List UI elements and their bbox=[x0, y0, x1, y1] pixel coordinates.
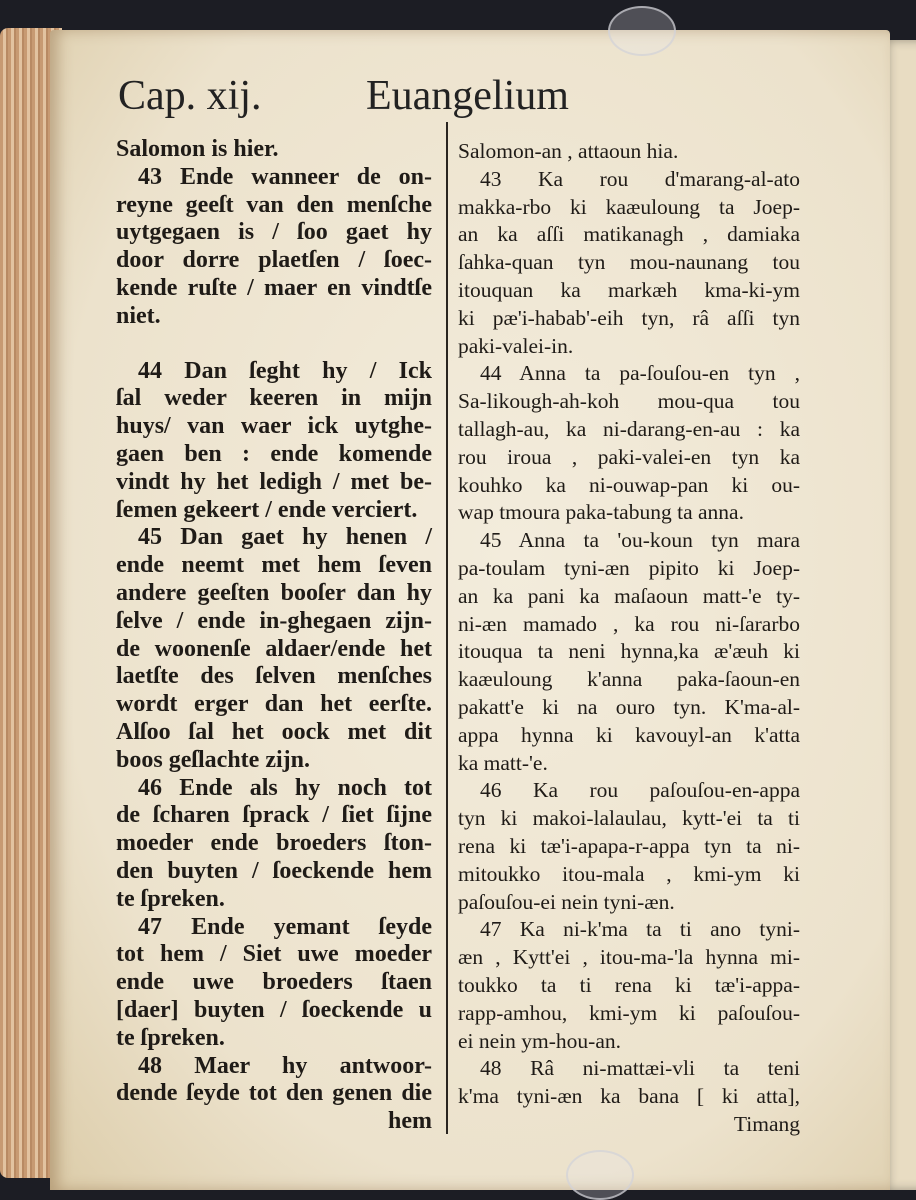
text-line: vindt hy het ledigh / met be- bbox=[116, 468, 432, 495]
text-line: te ſpreken. bbox=[116, 1024, 225, 1051]
text-line: an ka aſſi matikanagh , damiaka bbox=[458, 222, 800, 247]
text-line: 46 Ka rou paſouſou-en-appa bbox=[480, 778, 800, 803]
text-line: 45 Dan gaet hy henen / bbox=[138, 524, 432, 551]
verse bbox=[458, 166, 800, 361]
text-line: rena ki tæ'i-apapa-r-appa tyn ta ni- bbox=[458, 833, 800, 858]
verse bbox=[116, 914, 432, 1053]
verse bbox=[116, 136, 432, 164]
text-line: kende ruſte / maer en vindtſe bbox=[116, 274, 432, 301]
text-line: appa hynna ki kavouyl-an k'atta bbox=[458, 722, 800, 747]
text-line: Salomon is hier. bbox=[116, 136, 279, 162]
text-line: pa-toulam tyni-æn pipito ki Joep- bbox=[458, 555, 800, 580]
verse bbox=[458, 916, 800, 1055]
text-line: ei nein ym-hou-an. bbox=[458, 1028, 621, 1053]
text-line: ni-æn mamado , ka rou ni-ſararbo bbox=[458, 611, 800, 636]
column-divider bbox=[446, 122, 448, 1134]
chapter-heading: Cap. xij. bbox=[118, 73, 262, 119]
text-line: dende ſeyde tot den genen die bbox=[116, 1080, 432, 1107]
text-line: Alſoo ſal het oock met dit bbox=[116, 718, 432, 745]
text-line: ende uwe broeders ſtaen bbox=[116, 969, 432, 996]
verse bbox=[116, 164, 432, 331]
formosan-column bbox=[458, 138, 800, 1139]
text-line: k'ma tyni-æn ka bana [ ki atta], bbox=[458, 1084, 800, 1109]
text-line: 45 Anna ta 'ou-koun tyn mara bbox=[480, 528, 800, 553]
text-line: ki pæ'i-habab'-eih tyn, râ aſſi tyn bbox=[458, 305, 800, 330]
verse bbox=[458, 360, 800, 527]
text-line: huys/ van waer ick uytghe- bbox=[116, 413, 432, 440]
catchword: hem bbox=[388, 1108, 432, 1135]
text-line: 44 Anna ta pa-ſouſou-en tyn , bbox=[480, 361, 800, 386]
text-line: 48 Maer hy antwoor- bbox=[138, 1052, 432, 1079]
verse bbox=[116, 775, 432, 914]
text-line: itouquan ka markæh kma-ki-ym bbox=[458, 277, 800, 302]
text-line: ſelve / ende in-ghegaen zijn- bbox=[116, 607, 432, 634]
text-line: tot hem / Siet uwe moeder bbox=[116, 941, 432, 968]
text-line: boos geſlachte zijn. bbox=[116, 746, 310, 773]
text-line: reyne geeſt van den menſche bbox=[116, 191, 432, 218]
text-line: ſal weder keeren in mijn bbox=[116, 385, 432, 412]
text-line: paſouſou-ei nein tyni-æn. bbox=[458, 889, 675, 914]
verse bbox=[116, 358, 432, 525]
text-line: makka-rbo ki kaæuloung ta Joep- bbox=[458, 194, 800, 219]
text-line: Salomon-an , attaoun hia. bbox=[458, 139, 679, 163]
text-line: laetſte des ſelven menſches bbox=[116, 663, 432, 690]
text-line: wap tmoura paka-tabung ta anna. bbox=[458, 500, 744, 525]
text-line: kaæuloung k'anna paka-ſaoun-en bbox=[458, 667, 800, 692]
text-line: uytgegaen is / ſoo gaet hy bbox=[116, 219, 432, 246]
text-line: den buyten / ſoeckende hem bbox=[116, 857, 432, 884]
text-line: tyn ki makoi-lalaulau, kytt-'ei ta ti bbox=[458, 806, 800, 831]
dutch-column bbox=[116, 136, 432, 1136]
text-line: tallagh-au, ka ni-darang-en-au : ka bbox=[458, 416, 800, 441]
text-line: 46 Ende als hy noch tot bbox=[138, 774, 432, 801]
text-line: [daer] buyten / ſoeckende u bbox=[116, 996, 432, 1023]
text-line: 48 Râ ni-mattæi-vli ta teni bbox=[480, 1056, 800, 1081]
text-line: wordt erger dan het eerſte. bbox=[116, 691, 432, 718]
text-line: kouhko ka ni-ouwap-pan ki ou- bbox=[458, 472, 800, 497]
text-line: mitoukko itou-mala , kmi-ym ki bbox=[458, 861, 800, 886]
text-line: 47 Ende yemant ſeyde bbox=[138, 913, 432, 940]
verse bbox=[458, 1055, 800, 1111]
verse bbox=[116, 1053, 432, 1109]
text-line: æn , Kytt'ei , itou-ma-'la hynna mi- bbox=[458, 945, 800, 970]
text-line: moeder ende broeders ſton- bbox=[116, 830, 432, 857]
text-line: itouqua ta neni hynna,ka æ'æuh ki bbox=[458, 639, 800, 664]
verse bbox=[116, 524, 432, 774]
text-line: paki-valei-in. bbox=[458, 333, 574, 358]
page-clip-bottom bbox=[566, 1150, 634, 1200]
text-line: 43 Ka rou d'marang-al-ato bbox=[480, 166, 800, 191]
verse bbox=[458, 527, 800, 777]
text-line: ka matt-'e. bbox=[458, 750, 548, 775]
text-line: andere geeſten booſer dan hy bbox=[116, 579, 432, 606]
text-line: an ka pani ka maſaoun matt-'e ty- bbox=[458, 583, 800, 608]
text-line: te ſpreken. bbox=[116, 885, 225, 912]
text-line: toukko ta ti rena ki tæ'i-appa- bbox=[458, 972, 800, 997]
page-clip-top bbox=[608, 6, 676, 56]
text-line: ende neemt met hem ſeven bbox=[116, 552, 432, 579]
text-line: de woonenſe aldaer/ende het bbox=[116, 635, 432, 662]
text-line: pakatt'e ki na ouro tyn. K'ma-al- bbox=[458, 694, 800, 719]
text-line: rou iroua , paki-valei-en tyn ka bbox=[458, 444, 800, 469]
text-line: Sa-likough-ah-koh mou-qua tou bbox=[458, 389, 800, 414]
text-line: gaen ben : ende komende bbox=[116, 440, 432, 467]
text-line: 44 Dan ſeght hy / Ick bbox=[138, 357, 432, 384]
text-line: door dorre plaetſen / ſoec- bbox=[116, 247, 432, 274]
text-line: 43 Ende wanneer de on- bbox=[138, 163, 432, 190]
verse bbox=[458, 138, 800, 166]
text-line: niet. bbox=[116, 302, 161, 329]
text-line: ſahka-quan tyn mou-naunang tou bbox=[458, 250, 800, 275]
running-title: Euangelium bbox=[366, 73, 569, 119]
text-line: de ſcharen ſprack / ſiet ſijne bbox=[116, 802, 432, 829]
catchword: Timang bbox=[733, 1111, 800, 1136]
text-line: ſemen gekeert / ende verciert. bbox=[116, 496, 418, 523]
text-line: rapp-amhou, kmi-ym ki paſouſou- bbox=[458, 1000, 800, 1025]
text-line: 47 Ka ni-k'ma ta ti ano tyni- bbox=[480, 917, 800, 942]
verse bbox=[458, 777, 800, 916]
